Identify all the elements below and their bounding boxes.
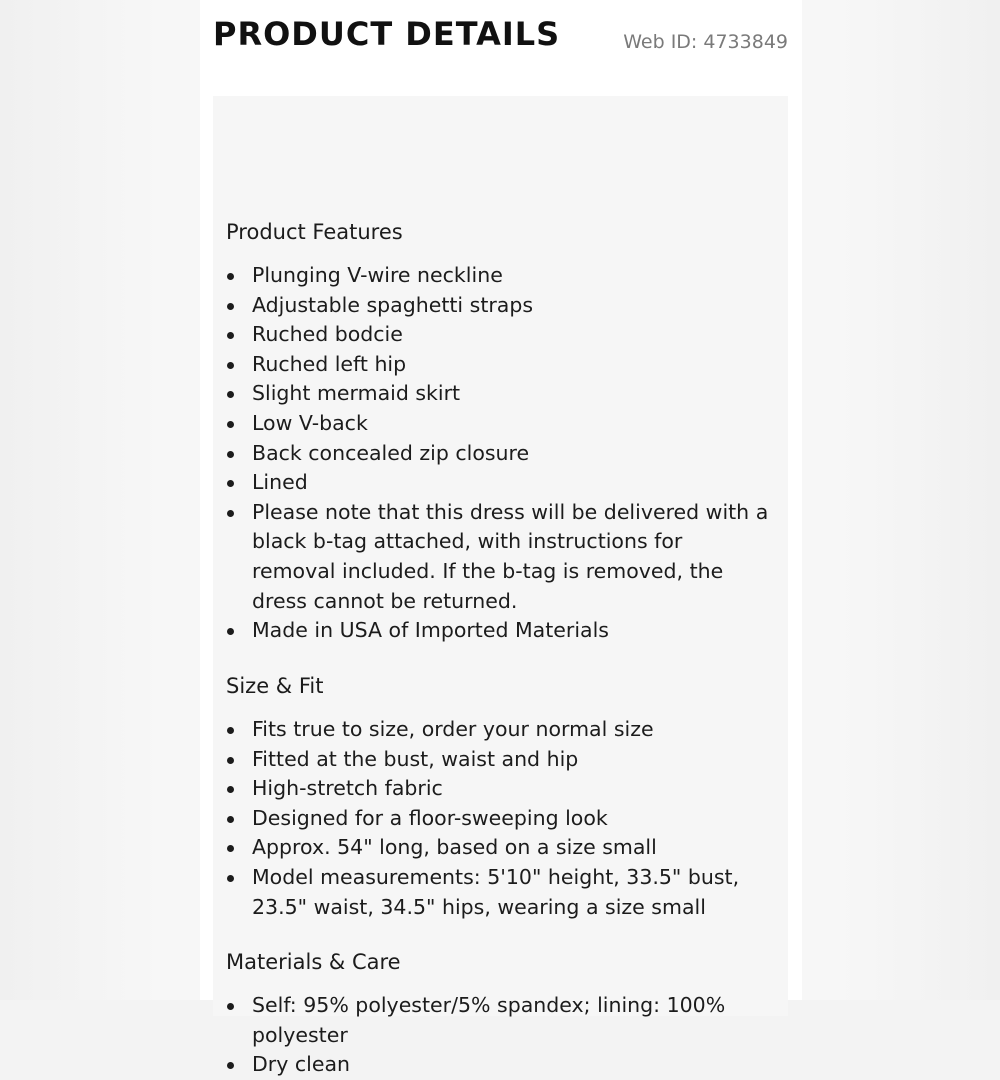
list-item-text: Model measurements: 5'10" height, 33.5" bust, 23.5" waist, 34.5" hips, wearing a size small [252, 864, 740, 919]
list-item-text: Slight mermaid skirt [252, 381, 461, 406]
list-item [226, 468, 771, 498]
product-features-section [226, 217, 771, 646]
list-item-text: Dry clean [252, 1052, 350, 1077]
bullet-icon [227, 510, 234, 517]
list-item-text: Self: 95% polyester/5% spandex; lining: 100% polyester [252, 993, 726, 1047]
materials-care-section [226, 947, 771, 1080]
list-item-text: Low V-back [252, 410, 368, 435]
bullet-icon [227, 875, 234, 882]
product-details-panel [200, 0, 802, 1077]
list-item-text: High-stretch fabric [252, 776, 443, 801]
list-item-text: Made in USA of Imported Materials [252, 618, 609, 643]
materials-care-list [226, 991, 771, 1080]
bullet-icon [227, 786, 234, 793]
bullet-icon [227, 480, 234, 487]
bullet-icon [227, 845, 234, 852]
list-item [226, 1050, 771, 1080]
list-item [226, 350, 771, 380]
list-item-text: Adjustable spaghetti straps [252, 292, 534, 317]
list-item-text: Please note that this dress will be delivered with a black b-tag attached, with instructions for removal included. If the b-tag is removed, the dress cannot be returned. [252, 499, 769, 613]
bullet-icon [227, 1062, 234, 1069]
size-fit-section [226, 671, 771, 922]
details-card [213, 96, 788, 1077]
bullet-icon [227, 727, 234, 734]
list-item [226, 745, 771, 775]
list-item [226, 379, 771, 409]
list-item [226, 833, 771, 863]
bullet-icon [227, 273, 234, 280]
list-item [226, 715, 771, 745]
bullet-icon [227, 628, 234, 635]
bullet-icon [227, 816, 234, 823]
list-item [226, 320, 771, 350]
list-item [226, 409, 771, 439]
bullet-icon [227, 1003, 234, 1010]
page-title: PRODUCT DETAILS [213, 15, 561, 53]
list-item-text: Fitted at the bust, waist and hip [252, 746, 579, 771]
list-item [226, 616, 771, 646]
section-heading-product-features: Product Features [226, 220, 403, 244]
web-id-label: Web ID: 4733849 [623, 31, 788, 53]
list-item-text: Lined [252, 470, 308, 495]
list-item-text: Fits true to size, order your normal size [252, 717, 654, 741]
list-item-text: Plunging V-wire neckline [252, 263, 503, 287]
bullet-icon [227, 332, 234, 339]
list-item-text: Back concealed zip closure [252, 440, 530, 465]
section-heading-materials-care: Materials & Care [226, 950, 401, 974]
list-item [226, 291, 771, 321]
product-features-list [226, 261, 771, 646]
list-item [226, 991, 771, 1050]
list-item-text: Designed for a floor-sweeping look [252, 805, 608, 830]
size-fit-list [226, 715, 771, 922]
list-item [226, 498, 771, 616]
bullet-icon [227, 362, 234, 369]
section-heading-size-fit: Size & Fit [226, 674, 324, 698]
bullet-icon [227, 757, 234, 764]
list-item-text: Ruched bodcie [252, 322, 403, 347]
list-item [226, 439, 771, 469]
bullet-icon [227, 391, 234, 398]
list-item [226, 804, 771, 834]
list-item-text: Approx. 54" long, based on a size small [252, 835, 657, 860]
bullet-icon [227, 303, 234, 310]
bullet-icon [227, 451, 234, 458]
list-item [226, 261, 771, 291]
list-item [226, 774, 771, 804]
bullet-icon [227, 421, 234, 428]
list-item-text: Ruched left hip [252, 351, 407, 376]
list-item [226, 863, 771, 922]
